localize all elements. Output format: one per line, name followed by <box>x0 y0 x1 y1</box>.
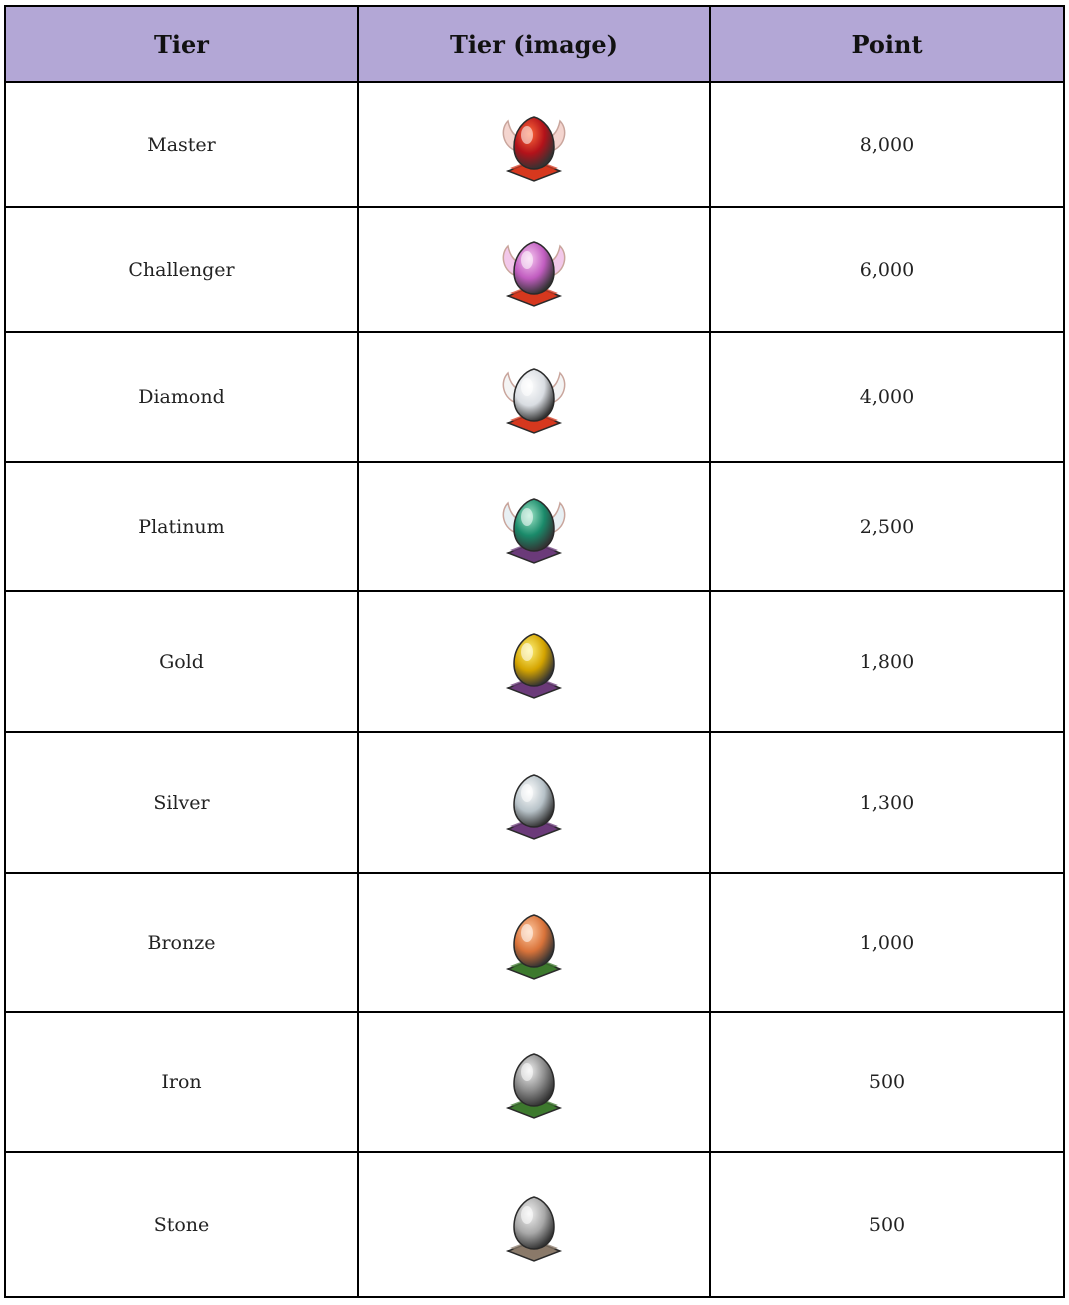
platinum-tier-icon <box>494 487 574 567</box>
tier-name: Diamond <box>5 332 358 462</box>
tier-point: 1,000 <box>710 873 1064 1012</box>
gold-tier-icon <box>494 622 574 702</box>
tier-image-cell <box>358 873 710 1012</box>
header-tier-image: Tier (image) <box>358 6 710 82</box>
table-row <box>5 1152 1064 1297</box>
tier-table <box>4 5 1065 1298</box>
tier-image-cell <box>358 207 710 332</box>
challenger-tier-icon <box>494 230 574 310</box>
tier-point: 6,000 <box>710 207 1064 332</box>
table-row <box>5 462 1064 591</box>
tier-point: 8,000 <box>710 82 1064 207</box>
iron-tier-icon <box>494 1042 574 1122</box>
tier-name: Master <box>5 82 358 207</box>
table-row <box>5 1012 1064 1152</box>
tier-name: Challenger <box>5 207 358 332</box>
diamond-tier-icon <box>494 357 574 437</box>
tier-name: Gold <box>5 591 358 732</box>
table-row <box>5 732 1064 873</box>
stone-tier-icon <box>494 1185 574 1265</box>
bronze-tier-icon <box>494 903 574 983</box>
tier-point: 2,500 <box>710 462 1064 591</box>
table-row <box>5 591 1064 732</box>
tier-point: 500 <box>710 1152 1064 1297</box>
tier-name: Silver <box>5 732 358 873</box>
header-row <box>5 6 1064 82</box>
silver-tier-icon <box>494 763 574 843</box>
tier-name: Platinum <box>5 462 358 591</box>
tier-point: 1,800 <box>710 591 1064 732</box>
tier-image-cell <box>358 332 710 462</box>
tier-point: 1,300 <box>710 732 1064 873</box>
table-row <box>5 82 1064 207</box>
table-row <box>5 332 1064 462</box>
header-tier: Tier <box>5 6 358 82</box>
master-tier-icon <box>494 105 574 185</box>
tier-image-cell <box>358 462 710 591</box>
table-row <box>5 873 1064 1012</box>
tier-image-cell <box>358 591 710 732</box>
table-row <box>5 207 1064 332</box>
tier-image-cell <box>358 82 710 207</box>
tier-name: Bronze <box>5 873 358 1012</box>
tier-image-cell <box>358 1012 710 1152</box>
tier-image-cell <box>358 1152 710 1297</box>
tier-point: 500 <box>710 1012 1064 1152</box>
tier-point: 4,000 <box>710 332 1064 462</box>
tier-name: Iron <box>5 1012 358 1152</box>
tier-image-cell <box>358 732 710 873</box>
header-point: Point <box>710 6 1064 82</box>
tier-name: Stone <box>5 1152 358 1297</box>
